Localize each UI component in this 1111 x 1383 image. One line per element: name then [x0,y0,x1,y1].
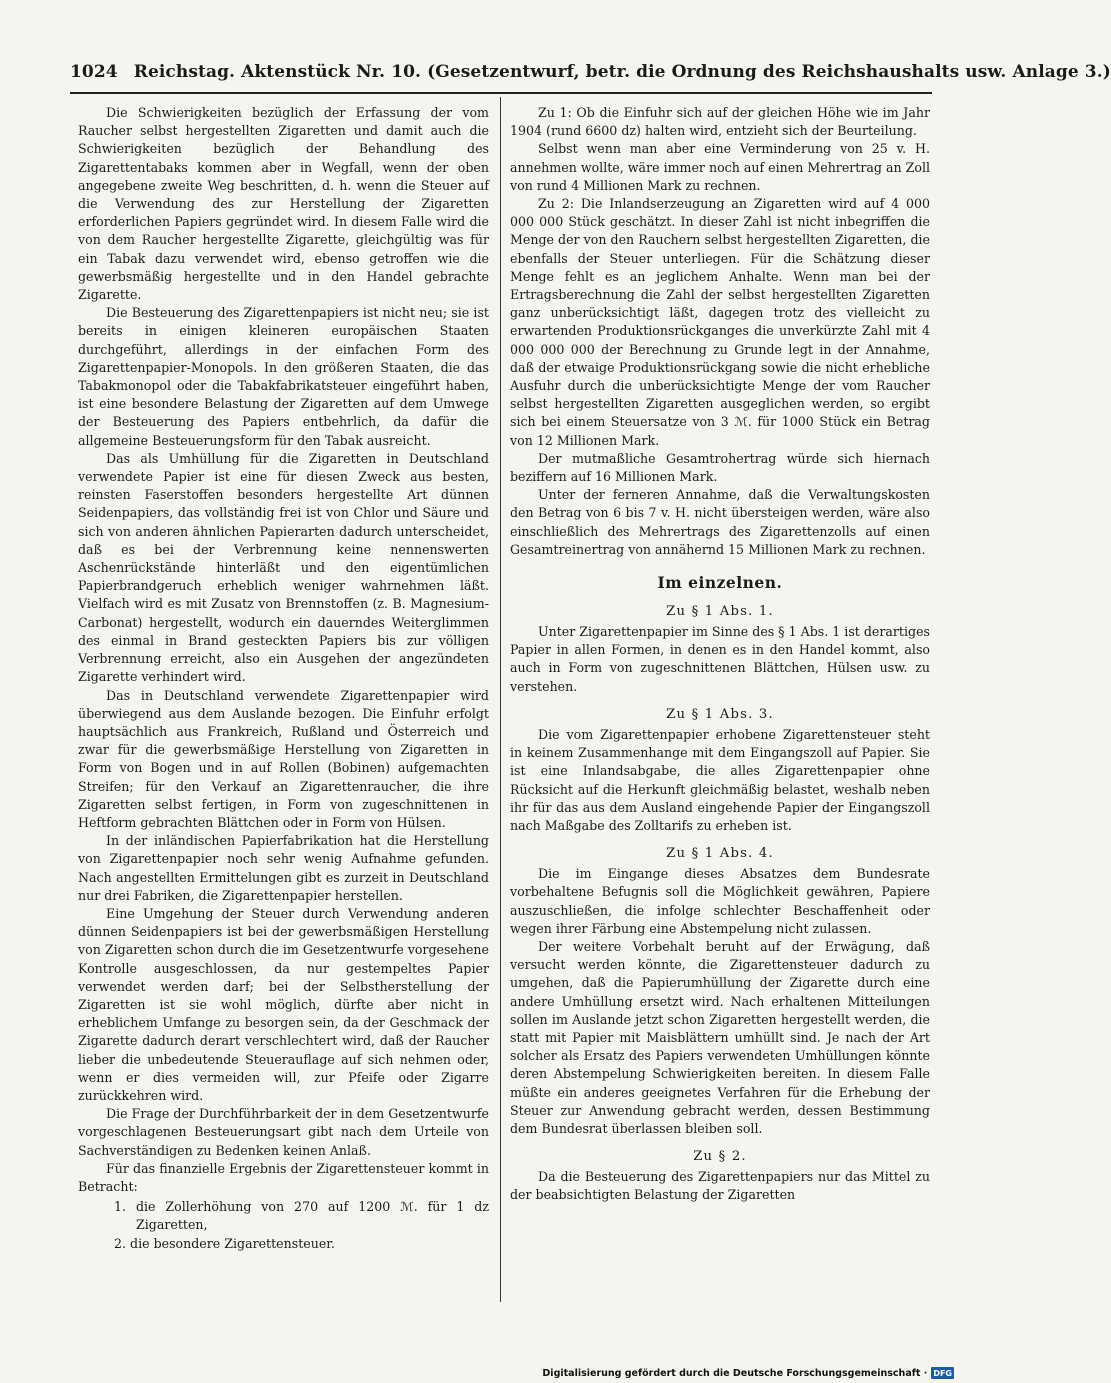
header-rule [70,92,932,94]
list-item: 1. die Zollerhöhung von 270 auf 1200 ℳ. für 1 dz Zigaretten, [114,1199,489,1233]
subsection-heading: Zu § 1 Abs. 4. [666,846,774,862]
paragraph: Unter der ferneren Annahme, daß die Verwaltungskosten den Betrag von 6 bis 7 v. H. nicht übersteigen werden, wäre also einschließlich des Mehrertrags des Zigarettenzolls auf einen Gesamtreinertrag von annähernd 15 Millionen Mark zu rechnen. [510,487,930,557]
paragraph: Für das finanzielle Ergebnis der Zigarettensteuer kommt in Betracht: [78,1160,489,1194]
credit-text: Digitalisierung gefördert durch die Deutsche Forschungsgemeinschaft · [542,1367,928,1379]
right-column [510,104,930,1304]
paragraph: Die Schwierigkeiten bezüglich der Erfassung der vom Raucher selbst hergestellten Zigaretten und damit auch die Schwierigkeiten bezüglich der Behandlung des Zigarettentabaks kommen aber in Wegfall, wenn der oben angegebene zweite Weg beschritten, d. h. wenn die Steuer auf die Verwendung des zur Herstellung der Zigaretten erforderlichen Papiers gegründet wird. In diesem Falle wird die von dem Raucher hergestellte Zigarette, gleichgültig was für ein Tabak dazu verwendet wird, ebenso getroffen wie die gewerbsmäßig hergestellte und in den Handel gebrachte Zigarette. [78,105,489,303]
column-divider [500,97,501,1302]
subsection-heading: Zu § 2. [693,1149,747,1165]
paragraph: Der weitere Vorbehalt beruht auf der Erwägung, daß versucht werden könnte, die Zigarettensteuer dadurch zu umgehen, daß die Papierumhüllung der Zigarette durch eine andere Umhüllung ersetzt wird. Nach erhaltenen Mitteilungen sollen im Auslande jetzt schon Zigaretten hergestellt werden, die statt mit Papier mit Maisblättern umhüllt sind. Je nach der Art solcher als Ersatz des Papiers verwendeten Umhüllungen könnte deren Abstempelung Schwierigkeiten bereiten. In diesem Falle müßte ein anderes geeignetes Verfahren für die Erhebung der Steuer zur Anwendung gebracht werden, dessen Bestimmung dem Bundesrat überlassen bleiben soll. [510,938,930,1136]
paragraph: Das in Deutschland verwendete Zigarettenpapier wird überwiegend aus dem Auslande bezogen. Die Einfuhr erfolgt hauptsächlich aus Frankreich, Rußland und Österreich und zwar für die gewerbsmäßige Herstellung von Zigaretten in Form von Bogen und in auf Rollen (Bobinen) aufgemachten Streifen; für den Verkauf an Zigarettenraucher, die ihre Zigaretten selbst fertigen, in Form von zugeschnittenen in Heftform gebrachten Blättchen oder in Form von Hülsen. [78,687,489,830]
paragraph: Da die Besteuerung des Zigarettenpapiers nur das Mittel zu der beabsichtigten Belastung der Zigaretten [510,1169,930,1203]
section-heading: Im einzelnen. [657,573,783,593]
paragraph: Die Besteuerung des Zigarettenpapiers ist nicht neu; sie ist bereits in einigen kleineren europäischen Staaten durchgeführt, allerdings in der einfachen Form des Zigarettenpapier-Monopols. In den größeren Staaten, die das Tabakmonopol oder die Tabakfabrikatsteuer eingeführt haben, ist eine besondere Belastung der Zigaretten auf dem Umwege der Besteuerung des Papiers entbehrlich, da dafür die allgemeine Besteuerungsform für den Tabak ausreicht. [78,305,489,448]
subsection-heading: Zu § 1 Abs. 3. [666,706,774,722]
subsection-heading: Zu § 1 Abs. 1. [666,604,774,620]
running-title: Reichstag. Aktenstück Nr. 10. (Gesetzentwurf, betr. die Ordnung des Reichshaushalts usw. Anlage 3.) [133,62,1111,82]
paragraph: In der inländischen Papierfabrikation hat die Herstellung von Zigarettenpapier noch sehr wenig Aufnahme gefunden. Nach angestellten Ermittelungen gibt es zurzeit in Deutschland nur drei Fabriken, die Zigarettenpapier herstellen. [78,833,489,903]
paragraph: Selbst wenn man aber eine Verminderung von 25 v. H. annehmen wollte, wäre immer noch auf einen Mehrertrag an Zoll von rund 4 Millionen Mark zu rechnen. [510,141,930,193]
paragraph: Die im Eingange dieses Absatzes dem Bundesrate vorbehaltene Befugnis soll die Möglichkeit gewähren, Papiere auszuschließen, die infolge schlechter Beschaffenheit oder wegen ihrer Färbung eine Abstempelung nicht zulassen. [510,866,930,936]
paragraph: Zu 2: Die Inlandserzeugung an Zigaretten wird auf 4 000 000 000 Stück geschätzt. In dieser Zahl ist nicht inbegriffen die Menge der von den Rauchern selbst hergestellten Zigaretten, die ebenfalls der Steuer unterliegen. Für die Schätzung dieser Menge fehlt es an jeglichem Anhalte. Wenn man bei der Ertragsberechnung die Zahl der selbst hergestellten Zigaretten ganz unberücksichtigt läßt, dagegen trotz des vielleicht zu erwartenden Produktionsrückganges die unverkürzte Zahl mit 4 000 000 000 der Berechnung zu Grunde legt in der Annahme, daß der etwaige Produktionsrückgang sowie die nicht erhebliche Ausfuhr durch die unberücksichtigte Menge der vom Raucher selbst hergestellten Zigaretten ausgeglichen werden, so ergibt sich bei einem Steuersatze von 3 ℳ. für 1000 Stück ein Betrag von 12 Millionen Mark. [510,196,930,448]
paragraph: Die vom Zigarettenpapier erhobene Zigarettensteuer steht in keinem Zusammenhange mit dem Eingangszoll auf Papier. Sie ist eine Inlandsabgabe, die alles Zigarettenpapier ohne Rücksicht auf die Herkunft gleichmäßig belastet, weshalb neben ihr für das aus dem Ausland eingehende Papier der Eingangszoll nach Maßgabe des Zolltarifs zu erheben ist. [510,726,930,833]
page-number: 1024 [70,62,118,82]
paragraph: Der mutmaßliche Gesamtrohertrag würde sich hiernach beziffern auf 16 Millionen Mark. [510,450,930,485]
digitization-credit [542,1366,954,1380]
revenue-factors-list [78,1198,489,1253]
left-column [78,104,489,1304]
paragraph: Eine Umgehung der Steuer durch Verwendung anderen dünnen Seidenpapiers ist bei der gewerbsmäßigen Herstellung von Zigaretten schon durch die im Gesetzentwurfe vorgesehene Kontrolle ausgeschlossen, da nur gestempeltes Papier verwendet werden darf; bei der Selbstherstellung der Zigaretten ist sie wohl möglich, dürfte aber nicht in erheblichem Umfange zu besorgen sein, da der Geschmack der Zigarette dadurch derart verschlechtert wird, daß der Raucher lieber die unbedeutende Steuerauflage auf sich nehmen oder, wenn er dies vermeiden will, zur Pfeife oder Zigarre zurückkehren wird. [78,905,489,1103]
page-header [70,62,1111,88]
paragraph: Zu 1: Ob die Einfuhr sich auf der gleichen Höhe wie im Jahr 1904 (rund 6600 dz) halten wird, entzieht sich der Beurteilung. [510,105,930,139]
paragraph: Unter Zigarettenpapier im Sinne des § 1 Abs. 1 ist derartiges Papier in allen Formen, in denen es in den Handel kommt, also auch in Form von zugeschnittenen Blättchen, Hülsen usw. zu verstehen. [510,624,930,694]
list-item: 2. die besondere Zigarettensteuer. [114,1235,335,1251]
paragraph: Das als Umhüllung für die Zigaretten in Deutschland verwendete Papier ist eine für diesen Zweck aus besten, reinsten Faserstoffen besonders hergestellte Art dünnen Seidenpapiers, das vollständig frei ist von Chlor und Säure und sich von anderen ähnlichen Papierarten dadurch unterscheidet, daß es bei der Verbrennung keine nennenswerten Aschenrückstände hinterläßt und den eigentümlichen Papierbrandgeruch erheblich weniger wahrnehmen läßt. Vielfach wird es mit Zusatz von Brennstoffen (z. B. Magnesium-Carbonat) hergestellt, wodurch ein dauerndes Weiterglimmen des einmal in Brand gesteckten Papiers bis zur völligen Verbrennung erreicht, also ein Ausgehen der angezündeten Zigarette verhindert wird. [78,450,489,685]
paragraph: Die Frage der Durchführbarkeit der in dem Gesetzentwurfe vorgeschlagenen Besteuerungsart gibt nach dem Urteile von Sachverständigen zu Bedenken keinen Anlaß. [78,1106,489,1158]
dfg-logo-icon: DFG [933,1368,952,1378]
